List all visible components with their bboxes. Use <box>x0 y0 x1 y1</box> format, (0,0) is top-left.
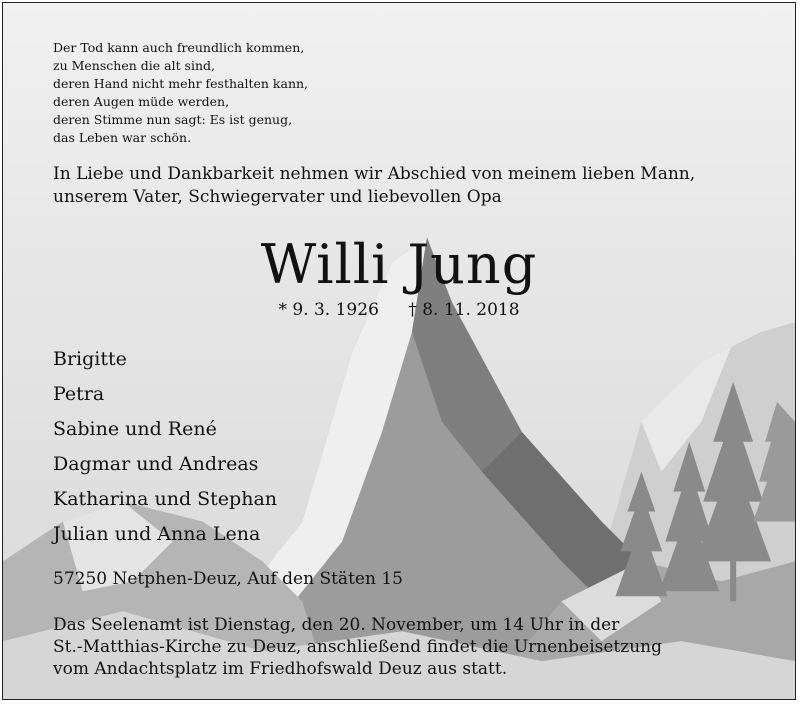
address: 57250 Netphen-Deuz, Auf den Stäten 15 <box>53 569 403 589</box>
poem <box>53 39 308 147</box>
poem-line: zu Menschen die alt sind, <box>53 58 215 73</box>
family-member: Petra <box>53 383 105 405</box>
family-members <box>53 344 277 554</box>
service-notice <box>53 614 662 680</box>
poem-line: deren Stimme nun sagt: Es ist genug, <box>53 112 293 127</box>
family-member: Dagmar und Andreas <box>53 453 259 475</box>
death-date: † 8. 11. 2018 <box>408 300 520 320</box>
intro-text <box>53 163 695 209</box>
deceased-name: Willi Jung <box>260 233 538 296</box>
family-member: Katharina und Stephan <box>53 488 278 510</box>
poem-line: das Leben war schön. <box>53 130 192 145</box>
poem-line: deren Augen müde werden, <box>53 94 230 109</box>
notice-line: Das Seelenamt ist Dienstag, den 20. November, um 14 Uhr in der <box>53 615 620 635</box>
intro-line: unserem Vater, Schwiegervater und liebevollen Opa <box>53 187 502 207</box>
poem-line: Der Tod kann auch freundlich kommen, <box>53 40 305 55</box>
family-member: Brigitte <box>53 348 127 370</box>
poem-line: deren Hand nicht mehr festhalten kann, <box>53 76 309 91</box>
obituary-card <box>2 2 796 700</box>
birth-date: * 9. 3. 1926 <box>278 300 379 320</box>
family-member: Sabine und René <box>53 418 217 440</box>
notice-line: St.-Matthias-Kirche zu Deuz, anschließend findet die Urnenbeisetzung <box>53 637 662 657</box>
family-member: Julian und Anna Lena <box>53 523 261 545</box>
intro-line: In Liebe und Dankbarkeit nehmen wir Abschied von meinem lieben Mann, <box>53 164 696 184</box>
obituary-content <box>3 3 795 699</box>
life-dates <box>3 300 795 320</box>
notice-line: vom Andachtsplatz im Friedhofswald Deuz aus statt. <box>53 659 508 679</box>
